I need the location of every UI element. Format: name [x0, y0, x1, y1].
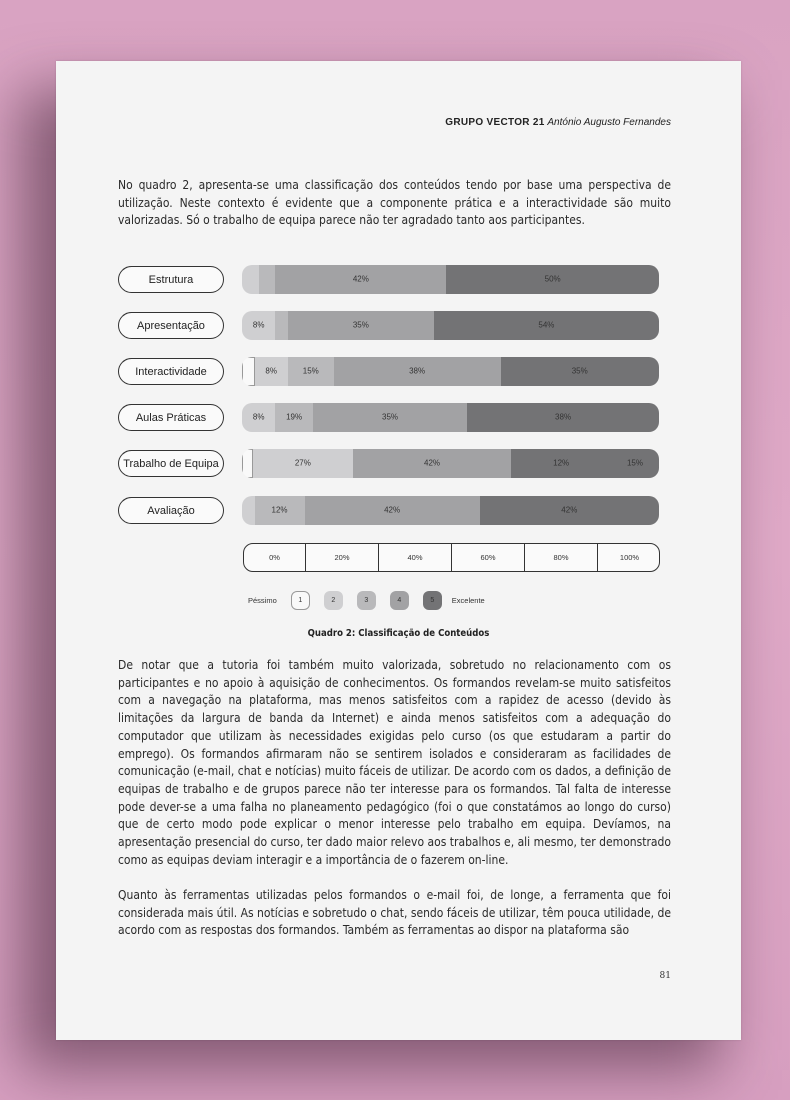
legend-swatch: 2	[324, 591, 343, 610]
bar-segment	[313, 403, 467, 432]
segment-label: 42%	[384, 505, 401, 515]
segment-label: 12%	[271, 505, 288, 515]
bar-segment	[334, 357, 501, 386]
bar-segment	[242, 311, 275, 340]
segment-label: 35%	[571, 366, 588, 376]
header-author: António Augusto Fernandes	[547, 117, 671, 128]
bar-segment	[511, 449, 611, 478]
segment-label: 15%	[626, 458, 643, 468]
bar-segment	[611, 449, 659, 478]
bar-segment	[434, 311, 659, 340]
row-label: Interactividade	[118, 358, 224, 385]
running-header	[56, 117, 671, 128]
chart-legend	[248, 590, 485, 610]
x-tick-label: 100%	[597, 544, 661, 571]
segment-label: 38%	[555, 412, 572, 422]
bar-segment	[242, 265, 259, 294]
x-tick-label: 20%	[305, 544, 378, 571]
segment-label: 35%	[352, 320, 369, 330]
bar-segment	[288, 357, 334, 386]
x-tick-label: 80%	[524, 544, 597, 571]
bar-segment	[446, 265, 659, 294]
bar-segment	[242, 357, 255, 386]
bar-segment	[242, 449, 253, 478]
paragraph-tutoria: De notar que a tutoria foi também muito valorizada, sobretudo no relacionamento com os participantes e no apoio à aquisição de conhecimentos. Os formandos revelam-se muito satisfeitos com a navegação na plataforma, mas menos satisfeitos com a rapidez de acesso (devido às limitações da largura de banda da Internet) e ainda menos satisfeitos com a adequação do computador que utilizam às necessidades exigidas pelo curso (os que estudaram a partir do emprego). Os formandos afirmaram não se sentirem isolados e consideraram as facilidades de comunicação (e-mail, chat e notícias) muito fáceis de utilizar. De acordo com os dados, a definição de equipas de trabalho e de grupos parece não ter interesse para os formandos. Tal falta de interesse pode dever-se a uma falha no planeamento pedagógico (foi o que constatámos ao longo do curso) que de certo modo pode explicar o menor interesse pelo trabalho em equipa. Devíamos, na apresentação presencial do curso, ter dado maior relevo aos trabalhos e, ali mesmo, ter demonstrado como as equipas deviam interagir e a importância de o fazerem on-line.	[118, 658, 671, 867]
bar-segment	[275, 311, 288, 340]
bar-segment	[305, 496, 480, 525]
segment-label: 19%	[286, 412, 303, 422]
row-label: Aulas Práticas	[118, 404, 224, 431]
stacked-bar	[242, 357, 659, 386]
bar-segment	[255, 357, 288, 386]
segment-label: 38%	[409, 366, 426, 376]
stacked-bar	[242, 311, 659, 340]
x-tick-label: 0%	[269, 553, 280, 562]
segment-label: 54%	[538, 320, 555, 330]
segment-label: 42%	[352, 274, 369, 284]
segment-label: 35%	[382, 412, 399, 422]
page-number: 81	[659, 971, 671, 981]
segment-label: 8%	[252, 412, 265, 422]
header-group: GRUPO VECTOR 21	[445, 117, 545, 128]
stacked-bar	[242, 449, 659, 478]
bar-segment	[259, 265, 276, 294]
x-tick-label: 40%	[378, 544, 451, 571]
legend-swatch: 4	[390, 591, 409, 610]
legend-swatch: 3	[357, 591, 376, 610]
segment-label: 12%	[553, 458, 570, 468]
x-axis	[243, 543, 660, 572]
stacked-bar	[242, 265, 659, 294]
segment-label: 8%	[265, 366, 277, 376]
segment-label: 50%	[544, 274, 561, 284]
segment-label: 15%	[302, 366, 319, 376]
bar-segment	[501, 357, 659, 386]
legend-high-label: Excelente	[451, 595, 485, 605]
row-label: Avaliação	[118, 497, 224, 524]
paragraph-intro: No quadro 2, apresenta-se uma classificação dos conteúdos tendo por base uma perspectiva de utilização. Neste contexto é evidente que a componente prática e a interactividade são muito valorizadas. Só o trabalho de equipa parece não ter agradado tanto aos participantes.	[118, 178, 671, 228]
bar-segment	[467, 403, 659, 432]
bar-segment	[242, 403, 275, 432]
bar-segment	[255, 496, 305, 525]
segment-label: 8%	[252, 320, 265, 330]
x-tick-label: 60%	[451, 544, 524, 571]
bar-segment	[275, 403, 313, 432]
bar-segment	[253, 449, 353, 478]
legend-low-label: Péssimo	[248, 595, 277, 605]
stacked-bar	[242, 403, 659, 432]
legend-swatch: 5	[423, 591, 442, 610]
segment-label: 42%	[424, 458, 441, 468]
bar-segment	[242, 496, 255, 525]
bar-segment	[480, 496, 659, 525]
bar-segment	[275, 265, 446, 294]
bar-segment	[353, 449, 512, 478]
bar-segment	[288, 311, 434, 340]
row-label: Trabalho de Equipa	[118, 450, 224, 477]
chart-caption: Quadro 2: Classificação de Conteúdos	[307, 628, 490, 639]
paragraph-ferramentas: Quanto às ferramentas utilizadas pelos formandos o e-mail foi, de longe, a ferramenta que foi considerada mais útil. As notícias e sobretudo o chat, sendo fáceis de utilizar, têm pouca utilidade, de acordo com as respostas dos formandos. Também as ferramentas ao dispor na plataforma são	[118, 888, 671, 938]
row-label: Apresentação	[118, 312, 224, 339]
document-page	[56, 61, 741, 1040]
segment-label: 27%	[294, 458, 311, 468]
segment-label: 42%	[561, 505, 578, 515]
stacked-bar	[242, 496, 659, 525]
row-label: Estrutura	[118, 266, 224, 293]
legend-swatch: 1	[291, 591, 310, 610]
